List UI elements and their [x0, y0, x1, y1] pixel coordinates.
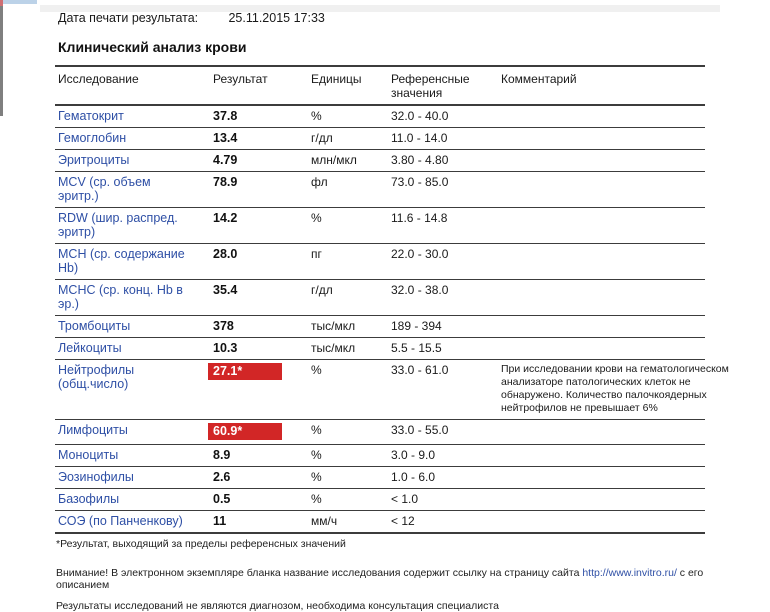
test-name-link[interactable]: Лейкоциты	[55, 338, 210, 360]
units: млн/мкл	[308, 150, 388, 172]
result-value: 28.0	[213, 247, 238, 261]
scrollbar-edge-artifact	[0, 6, 3, 116]
test-name-link[interactable]: СОЭ (по Панченкову)	[55, 511, 210, 534]
table-row	[55, 338, 705, 360]
reference-range: 11.6 - 14.8	[388, 208, 498, 244]
units: г/дл	[308, 280, 388, 316]
test-name-link[interactable]: Базофилы	[55, 489, 210, 511]
units: %	[308, 360, 388, 420]
test-name-link[interactable]: Моноциты	[55, 445, 210, 467]
reference-range: < 12	[388, 511, 498, 534]
results-table-body	[55, 105, 729, 533]
table-row	[55, 511, 705, 534]
result-value: 13.4	[213, 131, 238, 145]
units: %	[308, 420, 388, 445]
units: тыс/мкл	[308, 338, 388, 360]
result-value: 378	[213, 319, 234, 333]
table-row	[55, 467, 705, 489]
test-name-link[interactable]: MCHC (ср. конц. Hb в эр.)	[55, 280, 210, 316]
test-name-link[interactable]: MCV (ср. объем эритр.)	[55, 172, 210, 208]
result-value: 37.8	[213, 109, 238, 123]
reference-range: 189 - 394	[388, 316, 498, 338]
table-header-row	[55, 66, 705, 105]
test-name-link[interactable]: Лимфоциты	[55, 420, 210, 445]
lab-report-page	[55, 11, 729, 612]
reference-range: 32.0 - 38.0	[388, 280, 498, 316]
comment: При исследовании крови на гематологическом анализаторе патологических клеток не обнаружено. Количество палочкоядерных нейтрофилов не превышает 6%	[501, 363, 729, 414]
units: %	[308, 489, 388, 511]
result-value: 4.79	[213, 153, 238, 167]
table-row	[55, 150, 705, 172]
table-row	[55, 420, 705, 445]
test-name-link[interactable]: Эозинофилы	[55, 467, 210, 489]
table-row	[55, 489, 705, 511]
result-value: 60.9*	[208, 423, 282, 440]
disclaimer: Результаты исследований не являются диагнозом, необходима консультация специалиста	[56, 600, 499, 612]
units: мм/ч	[308, 511, 388, 534]
notice	[56, 567, 707, 591]
units: %	[308, 467, 388, 489]
result-value: 10.3	[213, 341, 238, 355]
print-date-value: 25.11.2015 17:33	[228, 11, 325, 25]
print-date-row	[58, 11, 707, 25]
result-value: 2.6	[213, 470, 231, 484]
reference-range: < 1.0	[388, 489, 498, 511]
units: %	[308, 208, 388, 244]
notice-text-prefix: Внимание! В электронном экземпляре бланка название исследования содержит ссылку на страницу сайта	[56, 567, 583, 579]
table-row	[55, 280, 705, 316]
results-table	[55, 65, 729, 534]
test-name-link[interactable]: Нейтрофилы (общ.число)	[55, 360, 210, 420]
test-name-link[interactable]: Тромбоциты	[55, 316, 210, 338]
table-row	[55, 105, 705, 128]
reference-range: 5.5 - 15.5	[388, 338, 498, 360]
reference-range: 3.80 - 4.80	[388, 150, 498, 172]
test-name-link[interactable]: RDW (шир. распред. эритр)	[55, 208, 210, 244]
invitro-link[interactable]: http://www.invitro.ru/	[582, 567, 677, 579]
reference-range: 1.0 - 6.0	[388, 467, 498, 489]
units: тыс/мкл	[308, 316, 388, 338]
result-value: 78.9	[213, 175, 238, 189]
table-row	[55, 244, 705, 280]
table-row	[55, 208, 705, 244]
result-value: 14.2	[213, 211, 238, 225]
test-name-link[interactable]: Эритроциты	[55, 150, 210, 172]
units: %	[308, 445, 388, 467]
result-value: 8.9	[213, 448, 231, 462]
column-header-units: Единицы	[308, 66, 388, 105]
result-value: 0.5	[213, 492, 231, 506]
column-header-reference: Референсные значения	[388, 66, 498, 105]
units: %	[311, 109, 322, 123]
test-name-link[interactable]: Гематокрит	[58, 109, 124, 123]
test-name-link[interactable]: Гемоглобин	[55, 128, 210, 150]
table-row	[55, 172, 705, 208]
units: пг	[308, 244, 388, 280]
result-value: 35.4	[213, 283, 238, 297]
test-name-link[interactable]: MCH (ср. содержание Hb)	[55, 244, 210, 280]
window-top-edge-artifact	[3, 0, 37, 4]
print-date-label: Дата печати результата:	[58, 11, 199, 25]
result-value: 11	[213, 514, 227, 528]
table-row	[55, 316, 705, 338]
footnote: *Результат, выходящий за пределы референсных значений	[56, 538, 346, 550]
units: г/дл	[308, 128, 388, 150]
section-title: Клинический анализ крови	[58, 39, 247, 55]
table-row	[55, 445, 705, 467]
reference-range: 3.0 - 9.0	[388, 445, 498, 467]
column-header-result: Результат	[210, 66, 308, 105]
notice-text-suffix: с его описанием	[56, 567, 704, 591]
column-header-test: Исследование	[55, 66, 210, 105]
table-row	[55, 360, 705, 420]
reference-range: 11.0 - 14.0	[388, 128, 498, 150]
result-value: 27.1*	[208, 363, 282, 380]
reference-range: 22.0 - 30.0	[388, 244, 498, 280]
reference-range: 32.0 - 40.0	[391, 109, 449, 123]
units: фл	[308, 172, 388, 208]
column-header-comment: Комментарий	[498, 66, 705, 105]
reference-range: 33.0 - 55.0	[388, 420, 498, 445]
reference-range: 33.0 - 61.0	[388, 360, 498, 420]
table-row	[55, 128, 705, 150]
reference-range: 73.0 - 85.0	[388, 172, 498, 208]
